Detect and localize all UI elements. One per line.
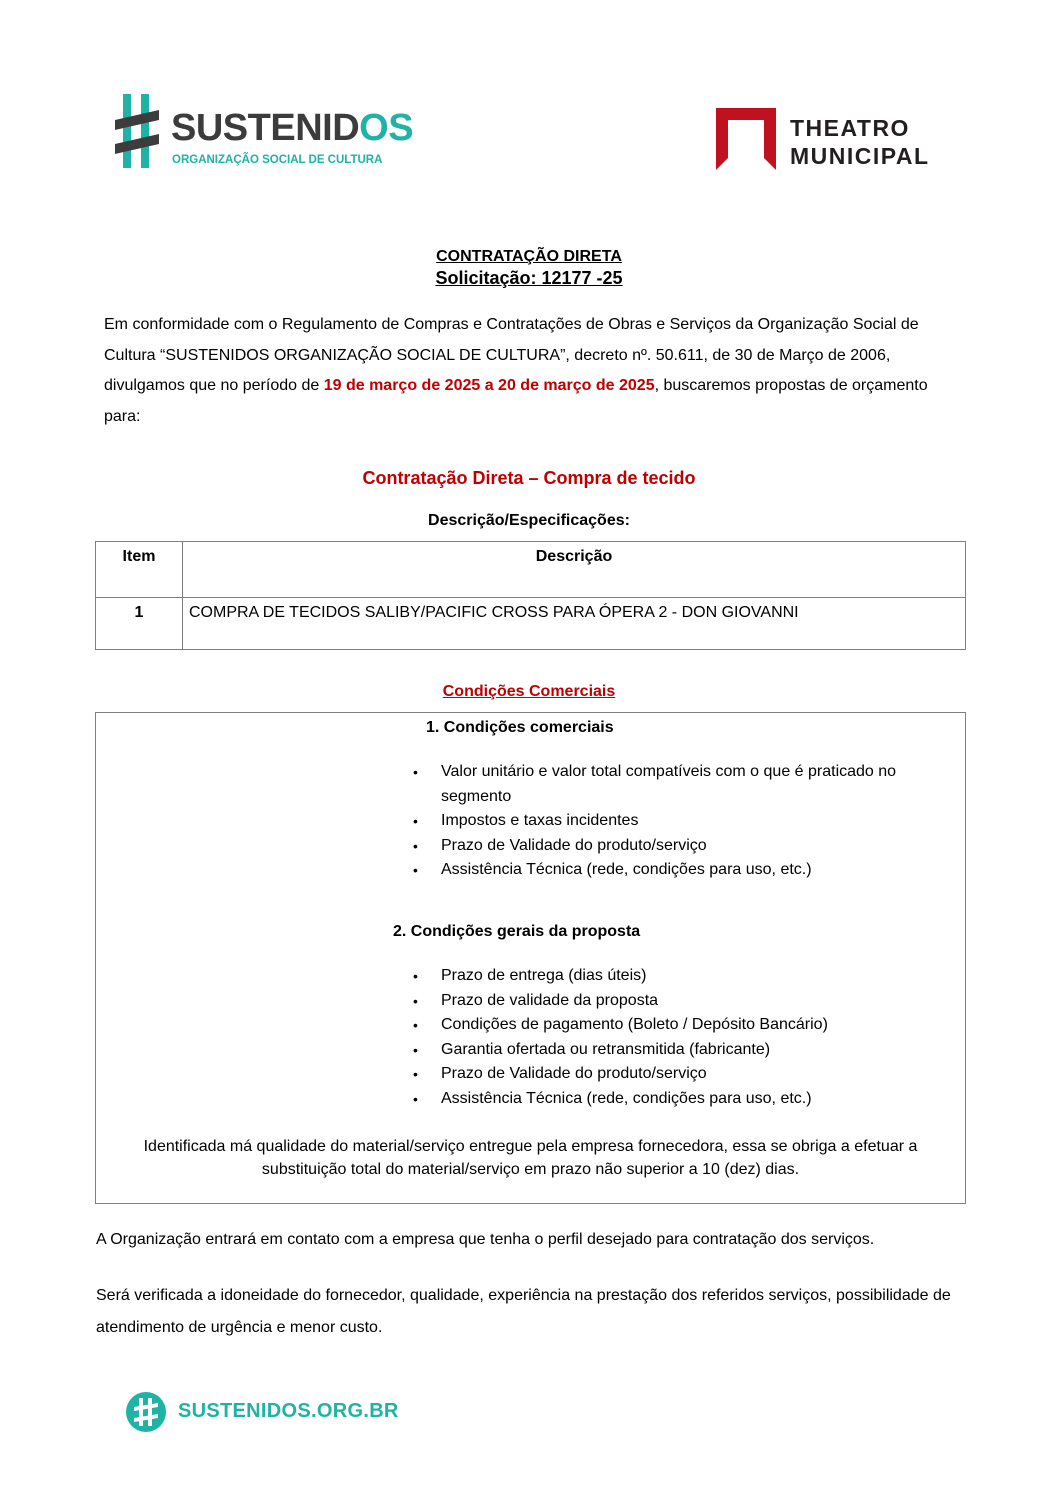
table-row <box>96 598 966 650</box>
conditions-title: Condições Comerciais <box>442 683 616 700</box>
quality-note: Identificada má qualidade do material/serviço entregue pela empresa fornecedora, essa se obriga a efetuar a substituição total do material/serviço em prazo não superior a 10 (dez) dias. <box>143 1138 918 1178</box>
list-item: • Condições de pagamento (Boleto / Depósito Bancário) <box>441 1013 961 1038</box>
svg-text:ORGANIZAÇÃO SOCIAL DE CULTURA: ORGANIZAÇÃO SOCIAL DE CULTURA <box>172 154 383 166</box>
list-item: • Garantia ofertada ou retransmitida (fabricante) <box>441 1038 961 1063</box>
item-description: COMPRA DE TECIDOS SALIBY/PACIFIC CROSS PARA ÓPERA 2 - DON GIOVANNI <box>183 598 966 650</box>
items-table <box>95 541 966 650</box>
commercial-conditions-heading: 1. Condições comerciais <box>426 719 614 736</box>
website-link[interactable]: SUSTENIDOS.ORG.BR <box>178 1400 399 1422</box>
sharp-symbol-icon <box>115 94 159 168</box>
list-item: • Prazo de Validade do produto/serviço <box>441 1062 961 1087</box>
general-conditions-heading: 2. Condições gerais da proposta <box>393 923 641 940</box>
theatro-municipal-logo <box>714 106 954 176</box>
list-item: • Assistência Técnica (rede, condições para uso, etc.) <box>441 1087 961 1112</box>
list-item: • Prazo de entrega (dias úteis) <box>441 964 961 989</box>
svg-text:SUSTENIDOS: SUSTENIDOS <box>171 107 414 149</box>
item-number: 1 <box>96 598 183 650</box>
intro-paragraph <box>104 310 964 432</box>
list-item: • Assistência Técnica (rede, condições para uso, etc.) <box>441 858 961 883</box>
section-title: Contratação Direta – Compra de tecido <box>362 468 696 488</box>
svg-text:MUNICIPAL: MUNICIPAL <box>790 143 930 169</box>
description-header: Descrição <box>183 542 966 598</box>
svg-text:THEATRO: THEATRO <box>790 115 910 141</box>
description-title: Descrição/Especificações: <box>428 512 630 529</box>
request-number: Solicitação: 12177 -25 <box>435 268 623 288</box>
commercial-conditions-list <box>441 760 961 883</box>
closing-paragraph-1: A Organização entrará em contato com a empresa que tenha o perfil desejado para contratação dos serviços. <box>96 1231 875 1248</box>
closing-paragraph-2: Será verificada a idoneidade do fornecedor, qualidade, experiência na prestação dos referidos serviços, possibilidade de atendimento de urgência e menor custo. <box>96 1287 951 1336</box>
theatre-arch-icon <box>716 108 776 170</box>
intro-text-start: Em conformidade com o Regulamento de Compras e Contratações de Obras e Serviços da Organização Social de Cultura “SUSTENIDOS ORGANIZAÇÃO SOCIAL DE CULTURA”, decreto nº. 50.611, de 30 de Março de 2006, divulgamos que no período de <box>104 316 919 394</box>
list-item: • Prazo de Validade do produto/serviço <box>441 834 961 859</box>
list-item: • Prazo de validade da proposta <box>441 989 961 1014</box>
sustenidos-logo <box>115 92 414 172</box>
conditions-box <box>95 712 966 1204</box>
general-conditions-list <box>441 964 961 1111</box>
period-highlight: 19 de março de 2025 a 20 de março de 2025 <box>323 377 655 394</box>
list-item: • Valor unitário e valor total compatíveis com o que é praticado no segmento <box>441 760 961 809</box>
item-header: Item <box>96 542 183 598</box>
sharp-circle-icon <box>126 1392 166 1432</box>
document-title: CONTRATAÇÃO DIRETA <box>436 248 622 265</box>
list-item: • Impostos e taxas incidentes <box>441 809 961 834</box>
table-header-row <box>96 542 966 598</box>
intro-text-end: , buscaremos propostas de orçamento para: <box>104 377 928 425</box>
